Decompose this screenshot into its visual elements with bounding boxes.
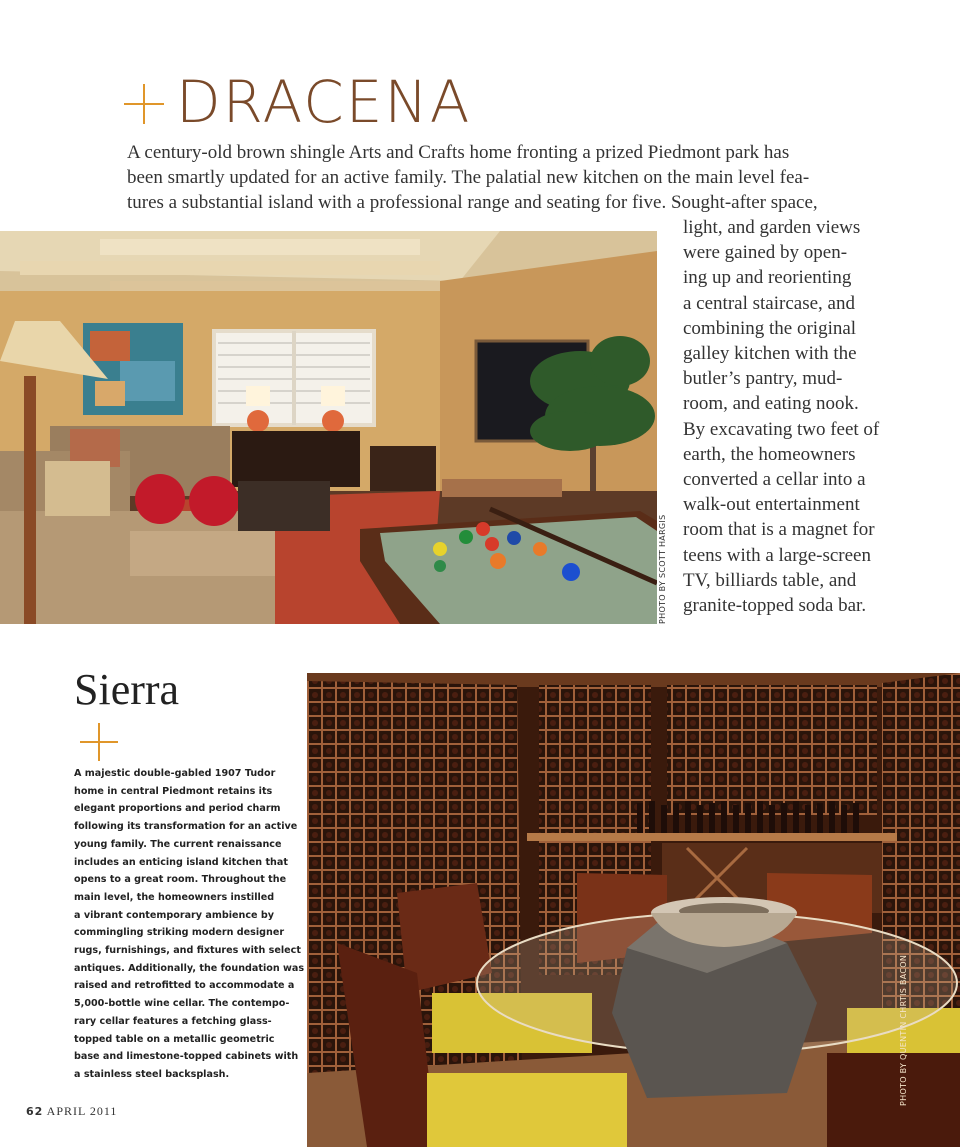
folio bbox=[26, 1104, 117, 1119]
body-line: rary cellar features a fetching glass- bbox=[74, 1015, 272, 1027]
dracena-intro bbox=[127, 140, 887, 215]
plus-ornament-icon bbox=[124, 84, 164, 124]
photo-credit: PHOTO BY SCOTT HARGIS bbox=[658, 514, 667, 624]
body-line: elegant proportions and period charm bbox=[74, 803, 281, 815]
family-room-photo bbox=[0, 231, 657, 624]
intro-line: been smartly updated for an active family. The palatial new kitchen on the main level fea- bbox=[127, 167, 810, 188]
plus-ornament-icon bbox=[80, 723, 118, 761]
body-line: raised and retrofitted to accommodate a bbox=[74, 980, 295, 992]
body-line: base and limestone-topped cabinets with bbox=[74, 1051, 299, 1063]
body-line: a vibrant contemporary ambience by bbox=[74, 909, 274, 921]
sierra-body-text bbox=[74, 765, 305, 1084]
dracena-title: DRACENA bbox=[176, 68, 472, 136]
body-line: A majestic double-gabled 1907 Tudor bbox=[74, 768, 276, 779]
body-line: young family. The current renaissance bbox=[74, 838, 282, 850]
column-line: light, and garden views bbox=[683, 217, 861, 238]
column-line: a central staircase, and bbox=[683, 292, 855, 314]
photo-credit: PHOTO BY QUENTIN CHRTIS BACON bbox=[899, 954, 908, 1106]
sierra-title: Sierra bbox=[74, 665, 180, 714]
column-line: teens with a large-screen bbox=[683, 544, 871, 566]
column-line: galley kitchen with the bbox=[683, 343, 857, 365]
body-line: opens to a great room. Throughout the bbox=[74, 874, 287, 886]
intro-line: tures a substantial island with a professional range and seating for five. Sought-after space, bbox=[127, 192, 818, 213]
body-line: includes an enticing island kitchen that bbox=[74, 856, 288, 868]
body-line: main level, the homeowners instilled bbox=[74, 891, 275, 903]
column-line: combining the original bbox=[683, 317, 857, 339]
column-line: butler’s pantry, mud- bbox=[683, 368, 843, 390]
column-line: walk-out entertainment bbox=[683, 494, 860, 516]
intro-line: A century-old brown shingle Arts and Crafts home fronting a prized Piedmont park has bbox=[127, 142, 790, 163]
column-line: converted a cellar into a bbox=[683, 469, 866, 491]
body-line: topped table on a metallic geometric bbox=[74, 1033, 275, 1045]
body-line: commingling striking modern designer bbox=[74, 927, 285, 939]
body-line: home in central Piedmont retains its bbox=[74, 785, 273, 797]
wine-cellar-photo bbox=[307, 673, 960, 1147]
body-line: antiques. Additionally, the foundation was bbox=[74, 962, 305, 974]
body-line: rugs, furnishings, and fixtures with select bbox=[74, 945, 301, 957]
column-line: ing up and reorienting bbox=[683, 267, 852, 289]
column-line: room that is a magnet for bbox=[683, 519, 875, 541]
column-line: room, and eating nook. bbox=[683, 393, 859, 415]
column-line: granite-topped soda bar. bbox=[683, 595, 867, 617]
page-number: 62 bbox=[26, 1105, 44, 1118]
body-line: a stainless steel backsplash. bbox=[74, 1068, 230, 1080]
body-line: 5,000-bottle wine cellar. The contempo- bbox=[74, 998, 290, 1010]
issue-date: APRIL 2011 bbox=[46, 1104, 118, 1118]
body-line: following its transformation for an active bbox=[74, 821, 298, 833]
column-line: were gained by open- bbox=[683, 242, 848, 264]
column-line: By excavating two feet of bbox=[683, 418, 880, 440]
column-line: earth, the homeowners bbox=[683, 443, 856, 465]
column-line: TV, billiards table, and bbox=[683, 569, 857, 591]
dracena-column-text bbox=[683, 215, 913, 618]
